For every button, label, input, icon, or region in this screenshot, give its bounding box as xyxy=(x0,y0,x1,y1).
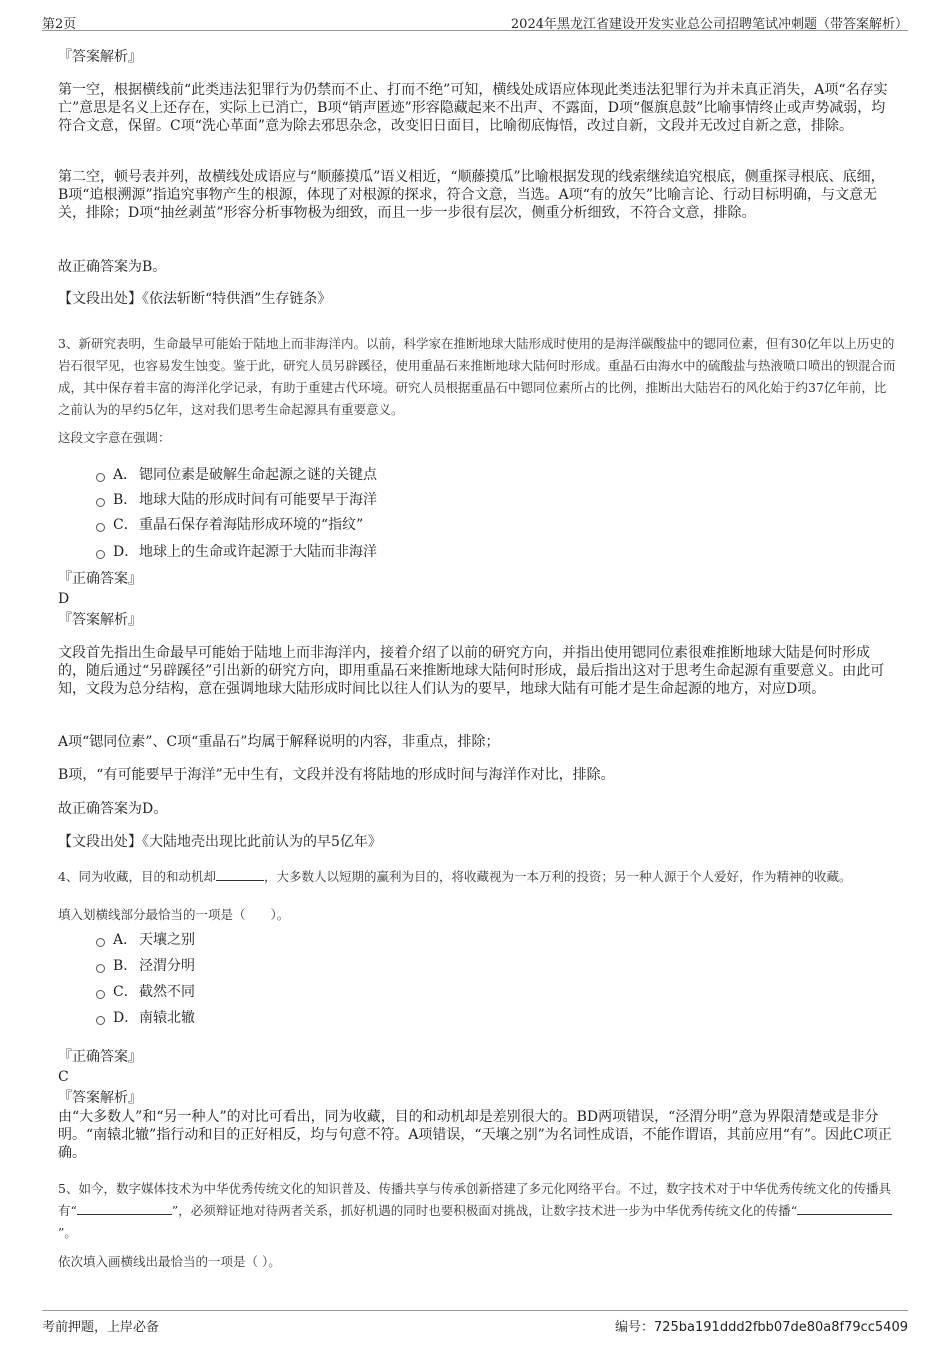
option-letter: A． xyxy=(113,467,138,483)
q2-analysis-para1: 第一空，根据横线前“此类违法犯罪行为仍禁而不止、打而不绝”可知，横线处成语应体现此类违法犯罪行为并未真正消失，A项“名存实亡”意思是名义上还存在，实际上已消亡，B项“销声匿迹”形容隐藏起来不出声、不露面，D项“偃旗息鼓”比喻事情终止或声势减弱，均符合文意，保留。C项“洗心革面”意为除去邪思杂念，改变旧日面目，比喻彻底悔悟，改过自新，文段并无改过自新之意，排除。 xyxy=(58,82,888,134)
radio-icon[interactable] xyxy=(96,1016,105,1025)
option-text: 泾渭分明 xyxy=(139,958,195,974)
q2-analysis-label: 『答案解析』 xyxy=(58,49,142,65)
option-text: 锶同位素是破解生命起源之谜的关键点 xyxy=(139,467,377,483)
q5-blank-1 xyxy=(77,1214,172,1215)
radio-icon[interactable] xyxy=(96,964,105,973)
q4-option-a[interactable] xyxy=(96,930,195,950)
q4-option-c[interactable] xyxy=(96,982,195,1002)
q4-prompt: 填入划横线部分最恰当的一项是（ ）。 xyxy=(58,907,290,922)
q2-source: 【文段出处】《依法斩断“特供酒”生存链条》 xyxy=(58,291,332,307)
q3-analysis-label: 『答案解析』 xyxy=(58,612,142,628)
option-text: 地球大陆的形成时间有可能要早于海洋 xyxy=(139,492,377,508)
q3-analysis-para1: 文段首先指出生命最早可能始于陆地上而非海洋内，接着介绍了以前的研究方向，并指出使用锶同位素很难推断地球大陆是何时形成的，随后通过“另辟蹊径”引出新的研究方向，即用重晶石来推断地球大陆何时形成，最后指出这对于思考生命起源有重要意义。由此可知，文段为总分结构，意在强调地球大陆形成时间比以往人们认为的要早，地球大陆有可能才是生命起源的地方，对应D项。 xyxy=(58,645,885,697)
q4-option-d[interactable] xyxy=(96,1008,195,1028)
q3-option-c[interactable] xyxy=(96,515,363,535)
q5-stem: 5、如今，数字媒体技术为中华优秀传统文化的知识普及、传播共享与传承创新搭建了多元化网络平台。不过，数字技术对于中华优秀传统文化的传播具有“ ”，必须辩证地对待两者关系，抓好机遇的同时也要积极面对挑战，让数字技术进一步为中华优秀传统文化的传播“”。 xyxy=(58,1181,891,1240)
radio-icon[interactable] xyxy=(96,990,105,999)
q4-analysis-label: 『答案解析』 xyxy=(58,1090,142,1106)
option-text: 重晶石保存着海陆形成环境的“指纹” xyxy=(139,517,364,533)
option-text: 南辕北辙 xyxy=(139,1010,195,1026)
radio-icon[interactable] xyxy=(96,550,105,559)
option-letter: B． xyxy=(113,958,138,974)
q3-prompt: 这段文字意在强调： xyxy=(58,430,171,445)
footer-slogan: 考前押题，上岸必备 xyxy=(42,1320,160,1335)
q3-conclusion: 故正确答案为D。 xyxy=(58,801,168,817)
q3-option-a[interactable] xyxy=(96,465,377,485)
q4-stem: 4、同为收藏，目的和动机却 ，大多数人以短期的赢利为目的，将收藏视为一本万利的投资；另一种人源于个人爱好，作为精神的收藏。 xyxy=(58,869,852,884)
document-title: 2024年黑龙江省建设开发实业总公司招聘笔试冲刺题（带答案解析） xyxy=(510,17,908,32)
option-text: 截然不同 xyxy=(139,984,195,1000)
option-text: 地球上的生命或许起源于大陆而非海洋 xyxy=(139,544,377,560)
q3-stem: 3、新研究表明，生命最早可能始于陆地上而非海洋内。以前，科学家在推断地球大陆形成时使用的是海洋碳酸盐中的锶同位素，但有30亿年以上历史的岩石很罕见，也容易发生蚀变。鉴于此，研究人员另辟蹊径，使用重晶石来推断地球大陆何时形成。重晶石由海水中的硫酸盐与热液喷口喷出的钡混合而成，其中保存着丰富的海洋化学记录，有助于重建古代环境。研究人员根据重晶石中锶同位素所占的比例，推断出大陆岩石的风化始于约37亿年前，比之前认为的早约5亿年，这对我们思考生命起源具有重要意义。 xyxy=(58,336,896,417)
page-number: 第2页 xyxy=(42,17,77,32)
q3-analysis-para2: A项“锶同位素”、C项“重晶石”均属于解释说明的内容，非重点，排除； xyxy=(58,734,500,750)
radio-icon[interactable] xyxy=(96,473,105,482)
q4-analysis: 由“大多数人”和“另一种人”的对比可看出，同为收藏，目的和动机却是差别很大的。BD两项错误，“泾渭分明”意为界限清楚或是非分明。“南辕北辙”指行动和目的正好相反，均与句意不符。A项错误，“天壤之别”为名词性成语，不能作谓语，其前应用“有”。因此C项正确。 xyxy=(58,1109,892,1161)
option-text: 天壤之别 xyxy=(139,932,195,948)
option-letter: D． xyxy=(113,1010,139,1026)
q3-answer-label: 『正确答案』 xyxy=(58,571,142,587)
option-letter: A． xyxy=(113,932,138,948)
option-letter: C． xyxy=(113,984,138,1000)
q3-option-b[interactable] xyxy=(96,490,377,510)
option-letter: D． xyxy=(113,544,139,560)
page-footer xyxy=(42,1310,908,1333)
q2-conclusion: 故正确答案为B。 xyxy=(58,259,167,275)
document-code xyxy=(615,1316,908,1335)
q3-option-d[interactable] xyxy=(96,542,377,562)
q2-analysis-para2: 第二空，顿号表并列，故横线处成语应与“顺藤摸瓜”语义相近，“顺藤摸瓜”比喻根据发现的线索继续追究根底，侧重探寻根底、底细，B项“追根溯源”指追究事物产生的根源，体现了对根源的探求，符合文意，当选。A项“有的放矢”比喻言论、行动目标明确，与文意无关，排除；D项“抽丝剥茧”形容分析事物极为细致，而且一步一步很有层次，侧重分析细致，不符合文意，排除。 xyxy=(58,169,885,221)
q3-analysis-para3: B项，“有可能要早于海洋”无中生有，文段并没有将陆地的形成时间与海洋作对比，排除。 xyxy=(58,767,615,783)
q5-prompt: 依次填入画横线出最恰当的一项是（ ）。 xyxy=(58,1254,281,1269)
q3-source: 【文段出处】《大陆地壳出现比此前认为的早5亿年》 xyxy=(58,834,382,850)
page-header xyxy=(42,10,908,31)
code-label: 编号： xyxy=(614,1320,654,1335)
code-value: 725ba191ddd2fbb07de80a8f79cc5409 xyxy=(653,1320,908,1335)
q4-answer: C xyxy=(58,1069,69,1085)
q5-blank-2 xyxy=(797,1214,892,1215)
q4-answer-label: 『正确答案』 xyxy=(58,1049,142,1065)
radio-icon[interactable] xyxy=(96,938,105,947)
option-letter: C． xyxy=(113,517,138,533)
q3-answer: D xyxy=(58,591,70,607)
option-letter: B． xyxy=(113,492,138,508)
q4-blank xyxy=(216,880,264,881)
radio-icon[interactable] xyxy=(96,523,105,532)
radio-icon[interactable] xyxy=(96,498,105,507)
q4-option-b[interactable] xyxy=(96,956,195,976)
